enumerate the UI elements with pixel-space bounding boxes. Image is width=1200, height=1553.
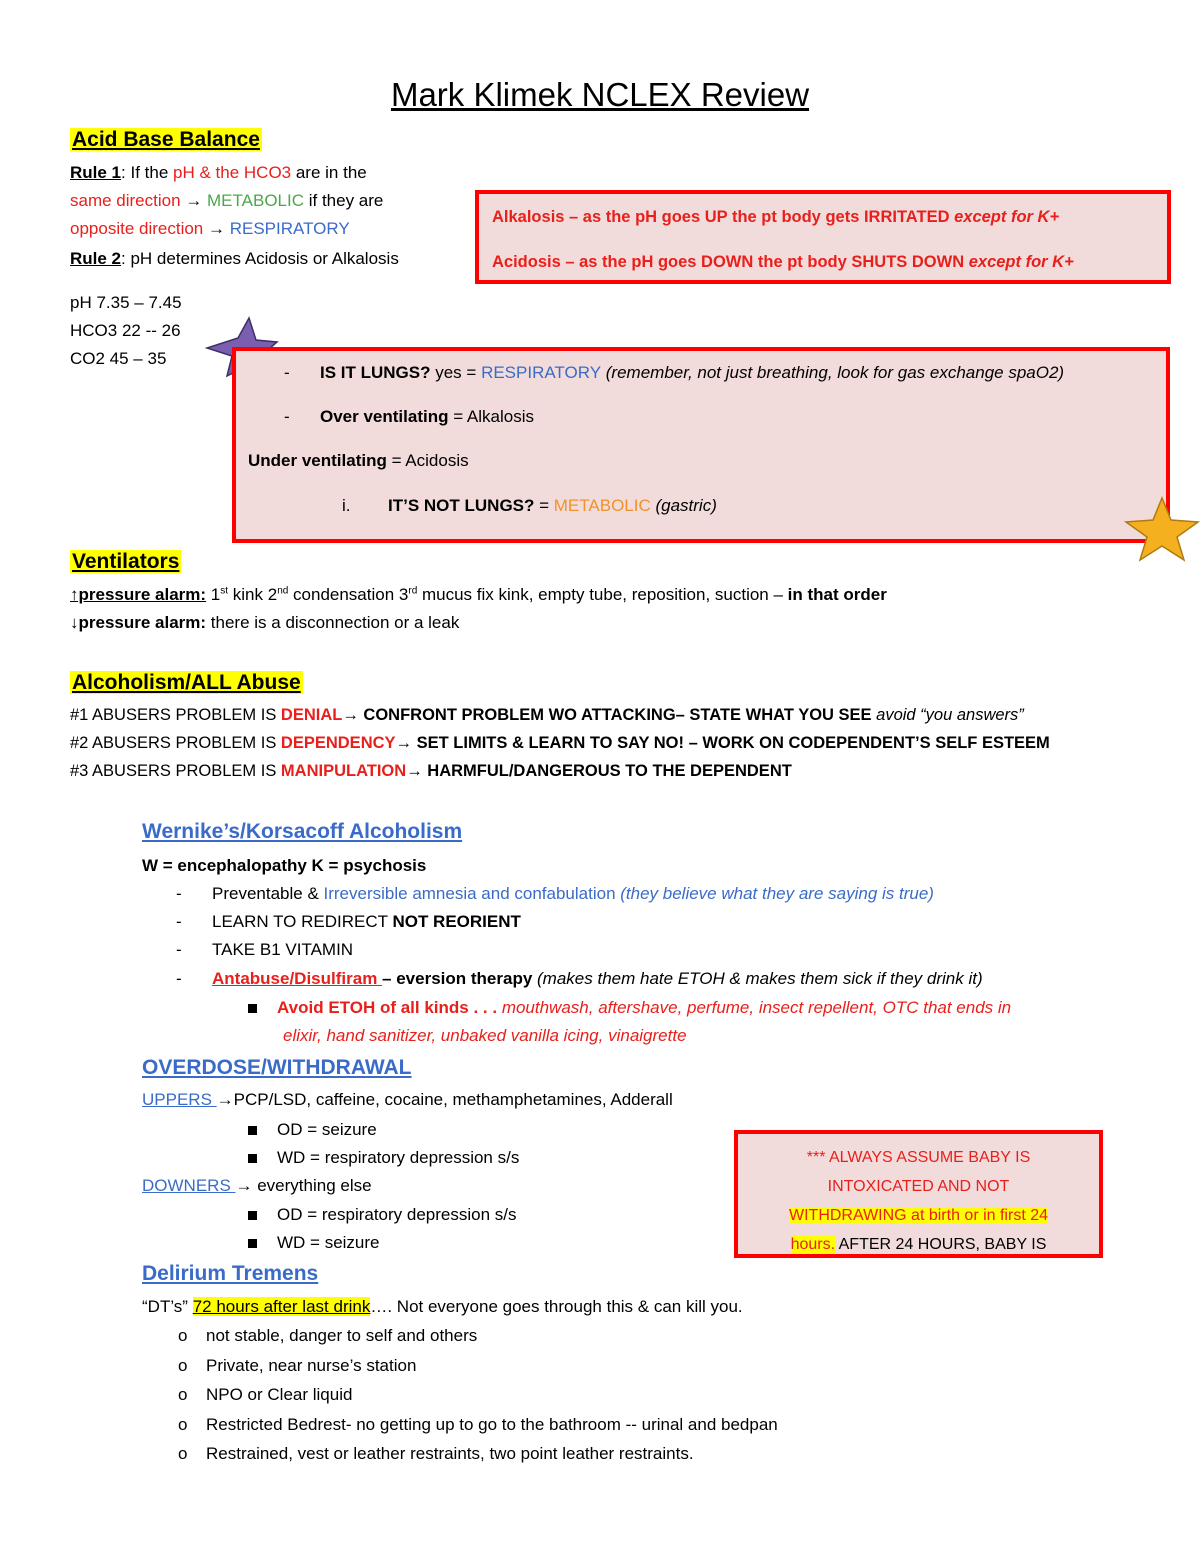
over-ventilating-line: - Over ventilating = Alkalosis (284, 407, 534, 426)
rule1-line2: same direction → METABOLIC if they are (70, 191, 384, 210)
high-pressure-alarm-line: ↑pressure alarm: 1st kink 2nd condensation 3rd mucus fix kink, empty tube, reposition, suction – in that order (70, 585, 887, 604)
uppers-wd: WD = respiratory depression s/s (248, 1148, 519, 1168)
avoid-etoh-item: Avoid ETOH of all kinds . . . mouthwash, aftershave, perfume, insect repellent, OTC that ends in (248, 998, 1011, 1018)
wernike-subtitle: W = encephalopathy K = psychosis (142, 856, 427, 875)
uppers-od: OD = seizure (248, 1120, 377, 1140)
rule1-line3: opposite direction → RESPIRATORY (70, 219, 350, 238)
lungs-box (232, 347, 1170, 543)
rule2-line: Rule 2: pH determines Acidosis or Alkalosis (70, 249, 399, 268)
abuse-problem-3: #3 ABUSERS PROBLEM IS MANIPULATION→ HARMFUL/DANGEROUS TO THE DEPENDENT (70, 762, 792, 780)
delirium-item-1: o not stable, danger to self and others (178, 1326, 478, 1345)
baby-box-line-4: hours. AFTER 24 HOURS, BABY IS (790, 1236, 1047, 1253)
is-it-lungs-line: - IS IT LUNGS? yes = RESPIRATORY (remember, not just breathing, look for gas exchange spaO2) (284, 363, 1065, 382)
downers-wd: WD = seizure (248, 1233, 380, 1253)
wernike-item-1: - Preventable & Irreversible amnesia and confabulation (they believe what they are saying is true) (176, 884, 934, 903)
wernike-heading: Wernike’s/Korsacoff Alcoholism (142, 820, 463, 843)
delirium-item-4: o Restricted Bedrest- no getting up to go to the bathroom -- urinal and bedpan (178, 1415, 778, 1434)
low-pressure-alarm-line: ↓pressure alarm: there is a disconnection or a leak (70, 613, 460, 632)
star-gold-icon (1124, 496, 1200, 562)
wernike-item-2: - LEARN TO REDIRECT NOT REORIENT (176, 912, 521, 931)
downers-line: DOWNERS → everything else (142, 1176, 372, 1195)
delirium-item-2: o Private, near nurse’s station (178, 1356, 417, 1375)
wernike-item-4: - Antabuse/Disulfiram – eversion therapy (makes them hate ETOH & makes them sick if they drink it) (176, 969, 983, 988)
page-title: Mark Klimek NCLEX Review (390, 76, 810, 113)
avoid-etoh-continuation: elixir, hand sanitizer, unbaked vanilla icing, vinaigrette (283, 1026, 687, 1045)
abuse-problem-2: #2 ABUSERS PROBLEM IS DEPENDENCY→ SET LIMITS & LEARN TO SAY NO! – WORK ON CODEPENDENT’S SELF ESTEEM (70, 734, 1050, 752)
value-ph: pH 7.35 – 7.45 (70, 293, 182, 312)
acid-base-heading: Acid Base Balance (72, 128, 260, 151)
baby-box-line-3: WITHDRAWING at birth or in first 24 (789, 1207, 1048, 1224)
delirium-heading: Delirium Tremens (142, 1262, 319, 1285)
alkalosis-line: Alkalosis – as the pH goes UP the pt body gets IRRITATED except for K+ (492, 208, 1060, 226)
uppers-line: UPPERS →PCP/LSD, caffeine, cocaine, methamphetamines, Adderall (142, 1090, 673, 1109)
value-co2: CO2 45 – 35 (70, 349, 167, 368)
downers-od: OD = respiratory depression s/s (248, 1205, 517, 1225)
not-lungs-line: i. IT’S NOT LUNGS? = METABOLIC (gastric) (342, 496, 717, 515)
baby-intoxicated-box (734, 1130, 1103, 1258)
overdose-heading: OVERDOSE/WITHDRAWAL (142, 1056, 412, 1079)
delirium-item-3: o NPO or Clear liquid (178, 1385, 353, 1404)
abuse-problem-1: #1 ABUSERS PROBLEM IS DENIAL→ CONFRONT PROBLEM WO ATTACKING– STATE WHAT YOU SEE avoid “you answers” (70, 706, 1024, 724)
value-hco3: HCO3 22 -- 26 (70, 321, 181, 340)
baby-box-line-1: *** ALWAYS ASSUME BABY IS (806, 1149, 1031, 1166)
acidosis-line: Acidosis – as the pH goes DOWN the pt body SHUTS DOWN except for K+ (492, 253, 1074, 271)
baby-box-line-2: INTOXICATED AND NOT (827, 1178, 1010, 1195)
delirium-item-5: o Restrained, vest or leather restraints, two point leather restraints. (178, 1444, 694, 1463)
rule1-line1: Rule 1: If the pH & the HCO3 are in the (70, 163, 367, 182)
alcoholism-heading: Alcoholism/ALL Abuse (72, 671, 301, 694)
delirium-intro: “DT’s” 72 hours after last drink…. Not everyone goes through this & can kill you. (142, 1297, 743, 1316)
ventilators-heading: Ventilators (72, 550, 180, 573)
alkalosis-acidosis-box (475, 190, 1171, 284)
under-ventilating-line: Under ventilating = Acidosis (248, 451, 469, 470)
wernike-item-3: - TAKE B1 VITAMIN (176, 940, 354, 959)
